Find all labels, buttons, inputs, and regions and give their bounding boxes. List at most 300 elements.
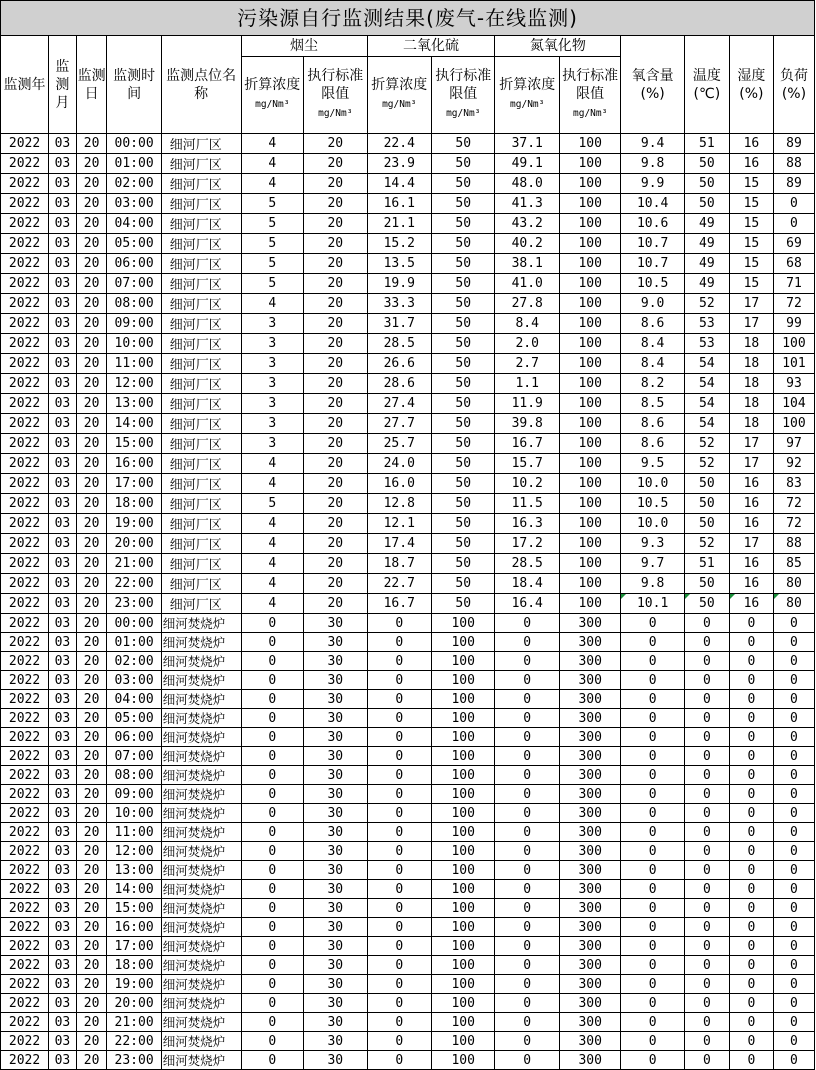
cell-time: 18:00 (107, 494, 161, 514)
cell-day: 20 (76, 574, 107, 594)
cell-day: 20 (76, 594, 107, 614)
cell-load: 0 (773, 652, 814, 671)
cell-nox-limit: 100 (559, 134, 620, 154)
header-load: 负荷(%) (773, 36, 814, 134)
cell-year: 2022 (1, 823, 49, 842)
table-row (1, 728, 815, 747)
cell-time: 12:00 (107, 374, 161, 394)
cell-so2-limit: 50 (432, 274, 495, 294)
cell-load: 89 (773, 174, 814, 194)
cell-load: 0 (773, 214, 814, 234)
cell-site: 细河厂区 (161, 214, 241, 234)
cell-year: 2022 (1, 994, 49, 1013)
cell-nox-limit: 100 (559, 434, 620, 454)
cell-humidity: 0 (729, 994, 773, 1013)
cell-dust-conc: 5 (241, 234, 303, 254)
cell-site: 细河焚烧炉 (161, 1032, 241, 1051)
cell-dust-limit: 30 (304, 1032, 367, 1051)
cell-nox-limit: 100 (559, 294, 620, 314)
cell-dust-limit: 20 (304, 294, 367, 314)
unit-label: mg/Nm³ (255, 99, 290, 110)
cell-load: 0 (773, 918, 814, 937)
cell-nox-conc: 11.9 (495, 394, 560, 414)
cell-nox-limit: 100 (559, 234, 620, 254)
table-row (1, 574, 815, 594)
cell-nox-limit: 100 (559, 314, 620, 334)
table-row (1, 154, 815, 174)
cell-load: 104 (773, 394, 814, 414)
cell-dust-conc: 4 (241, 594, 303, 614)
cell-nox-conc: 0 (495, 918, 560, 937)
table-row (1, 709, 815, 728)
cell-so2-conc: 0 (367, 633, 432, 652)
cell-site: 细河厂区 (161, 254, 241, 274)
cell-so2-limit: 50 (432, 194, 495, 214)
cell-time: 03:00 (107, 671, 161, 690)
cell-time: 11:00 (107, 823, 161, 842)
cell-month: 03 (49, 1032, 77, 1051)
cell-nox-conc: 48.0 (495, 174, 560, 194)
cell-o2: 9.0 (621, 294, 684, 314)
table-row (1, 766, 815, 785)
cell-site: 细河厂区 (161, 414, 241, 434)
cell-year: 2022 (1, 394, 49, 414)
cell-nox-limit: 300 (559, 728, 620, 747)
cell-so2-limit: 100 (432, 747, 495, 766)
cell-so2-limit: 100 (432, 918, 495, 937)
cell-nox-limit: 100 (559, 214, 620, 234)
table-row (1, 354, 815, 374)
cell-time: 13:00 (107, 861, 161, 880)
cell-nox-limit: 300 (559, 937, 620, 956)
cell-day: 20 (76, 334, 107, 354)
header-dust-limit (304, 57, 367, 134)
cell-so2-conc: 12.8 (367, 494, 432, 514)
cell-dust-conc: 0 (241, 766, 303, 785)
cell-so2-limit: 50 (432, 434, 495, 454)
cell-month: 03 (49, 334, 77, 354)
cell-temp: 50 (684, 154, 729, 174)
cell-site: 细河厂区 (161, 434, 241, 454)
cell-site: 细河焚烧炉 (161, 861, 241, 880)
table-row (1, 514, 815, 534)
cell-dust-conc: 3 (241, 414, 303, 434)
table-row (1, 918, 815, 937)
cell-load: 97 (773, 434, 814, 454)
cell-nox-limit: 100 (559, 414, 620, 434)
cell-o2: 0 (621, 633, 684, 652)
cell-so2-conc: 0 (367, 614, 432, 633)
cell-nox-conc: 0 (495, 1051, 560, 1070)
cell-so2-limit: 50 (432, 494, 495, 514)
cell-site: 细河焚烧炉 (161, 956, 241, 975)
cell-dust-limit: 30 (304, 747, 367, 766)
cell-humidity: 0 (729, 823, 773, 842)
cell-year: 2022 (1, 804, 49, 823)
cell-site: 细河厂区 (161, 454, 241, 474)
cell-site: 细河厂区 (161, 554, 241, 574)
cell-humidity: 0 (729, 899, 773, 918)
cell-day: 20 (76, 899, 107, 918)
cell-month: 03 (49, 194, 77, 214)
cell-year: 2022 (1, 937, 49, 956)
cell-site: 细河焚烧炉 (161, 766, 241, 785)
cell-day: 20 (76, 937, 107, 956)
table-row (1, 842, 815, 861)
cell-month: 03 (49, 861, 77, 880)
cell-time: 14:00 (107, 880, 161, 899)
cell-nox-conc: 0 (495, 1013, 560, 1032)
cell-so2-conc: 31.7 (367, 314, 432, 334)
cell-humidity: 17 (729, 314, 773, 334)
cell-load: 0 (773, 614, 814, 633)
cell-time: 17:00 (107, 937, 161, 956)
cell-nox-limit: 100 (559, 534, 620, 554)
unit-label: mg/Nm³ (318, 108, 353, 119)
cell-year: 2022 (1, 534, 49, 554)
cell-nox-conc: 0 (495, 633, 560, 652)
cell-temp: 0 (684, 1032, 729, 1051)
cell-dust-conc: 0 (241, 1032, 303, 1051)
cell-humidity: 0 (729, 861, 773, 880)
cell-site: 细河厂区 (161, 594, 241, 614)
cell-dust-limit: 20 (304, 534, 367, 554)
cell-temp: 0 (684, 994, 729, 1013)
cell-year: 2022 (1, 194, 49, 214)
cell-day: 20 (76, 690, 107, 709)
table-row (1, 823, 815, 842)
cell-humidity: 0 (729, 880, 773, 899)
cell-load: 88 (773, 534, 814, 554)
cell-so2-conc: 16.1 (367, 194, 432, 214)
cell-dust-limit: 20 (304, 454, 367, 474)
cell-year: 2022 (1, 690, 49, 709)
cell-month: 03 (49, 554, 77, 574)
cell-year: 2022 (1, 633, 49, 652)
cell-load: 0 (773, 842, 814, 861)
cell-temp: 50 (684, 594, 729, 614)
cell-month: 03 (49, 633, 77, 652)
cell-dust-limit: 30 (304, 690, 367, 709)
cell-so2-conc: 14.4 (367, 174, 432, 194)
cell-so2-conc: 25.7 (367, 434, 432, 454)
cell-o2: 0 (621, 652, 684, 671)
cell-dust-conc: 5 (241, 494, 303, 514)
cell-so2-limit: 100 (432, 728, 495, 747)
cell-time: 22:00 (107, 1032, 161, 1051)
cell-temp: 0 (684, 861, 729, 880)
cell-humidity: 0 (729, 1032, 773, 1051)
cell-dust-limit: 30 (304, 671, 367, 690)
cell-dust-conc: 0 (241, 823, 303, 842)
cell-dust-conc: 0 (241, 614, 303, 633)
cell-dust-limit: 20 (304, 374, 367, 394)
cell-load: 0 (773, 899, 814, 918)
table-row (1, 194, 815, 214)
cell-temp: 0 (684, 937, 729, 956)
cell-load: 0 (773, 747, 814, 766)
header-group-so2: 二氧化硫 (367, 36, 495, 57)
cell-site: 细河焚烧炉 (161, 918, 241, 937)
cell-so2-conc: 0 (367, 899, 432, 918)
cell-o2: 10.6 (621, 214, 684, 234)
cell-nox-limit: 100 (559, 554, 620, 574)
table-row (1, 956, 815, 975)
cell-time: 16:00 (107, 454, 161, 474)
cell-temp: 0 (684, 804, 729, 823)
table-row (1, 1032, 815, 1051)
cell-humidity: 18 (729, 394, 773, 414)
cell-so2-limit: 50 (432, 474, 495, 494)
cell-time: 01:00 (107, 633, 161, 652)
cell-dust-limit: 30 (304, 880, 367, 899)
cell-humidity: 16 (729, 514, 773, 534)
cell-dust-limit: 20 (304, 274, 367, 294)
cell-o2: 10.4 (621, 194, 684, 214)
cell-time: 19:00 (107, 975, 161, 994)
cell-nox-limit: 300 (559, 652, 620, 671)
table-row (1, 314, 815, 334)
cell-o2: 8.4 (621, 334, 684, 354)
cell-so2-limit: 50 (432, 354, 495, 374)
cell-humidity: 0 (729, 766, 773, 785)
cell-so2-limit: 100 (432, 956, 495, 975)
cell-humidity: 16 (729, 474, 773, 494)
cell-dust-conc: 0 (241, 633, 303, 652)
cell-day: 20 (76, 274, 107, 294)
table-row (1, 474, 815, 494)
cell-humidity: 16 (729, 134, 773, 154)
cell-so2-conc: 21.1 (367, 214, 432, 234)
cell-site: 细河厂区 (161, 314, 241, 334)
cell-dust-limit: 20 (304, 594, 367, 614)
cell-dust-limit: 30 (304, 804, 367, 823)
cell-o2: 10.5 (621, 494, 684, 514)
conc-label: 折算浓度 (499, 77, 556, 93)
cell-time: 23:00 (107, 1051, 161, 1070)
cell-year: 2022 (1, 1032, 49, 1051)
cell-nox-limit: 300 (559, 785, 620, 804)
cell-o2: 10.0 (621, 514, 684, 534)
table-header (1, 36, 815, 134)
cell-day: 20 (76, 134, 107, 154)
cell-dust-conc: 0 (241, 956, 303, 975)
cell-day: 20 (76, 174, 107, 194)
cell-time: 13:00 (107, 394, 161, 414)
cell-humidity: 16 (729, 494, 773, 514)
cell-nox-conc: 49.1 (495, 154, 560, 174)
cell-nox-conc: 0 (495, 690, 560, 709)
cell-temp: 0 (684, 690, 729, 709)
cell-dust-conc: 0 (241, 785, 303, 804)
cell-year: 2022 (1, 747, 49, 766)
cell-so2-limit: 100 (432, 842, 495, 861)
cell-day: 20 (76, 394, 107, 414)
cell-dust-limit: 20 (304, 214, 367, 234)
cell-nox-conc: 0 (495, 785, 560, 804)
cell-nox-conc: 0 (495, 1032, 560, 1051)
cell-nox-limit: 300 (559, 842, 620, 861)
cell-o2: 0 (621, 994, 684, 1013)
table-row (1, 134, 815, 154)
header-time: 监测时间 (107, 36, 161, 134)
cell-dust-conc: 3 (241, 374, 303, 394)
cell-site: 细河焚烧炉 (161, 804, 241, 823)
cell-load: 72 (773, 294, 814, 314)
cell-site: 细河厂区 (161, 154, 241, 174)
cell-load: 0 (773, 1013, 814, 1032)
cell-site: 细河厂区 (161, 534, 241, 554)
cell-humidity: 0 (729, 728, 773, 747)
cell-so2-limit: 100 (432, 1051, 495, 1070)
table-row (1, 1051, 815, 1070)
cell-month: 03 (49, 652, 77, 671)
cell-load: 0 (773, 994, 814, 1013)
cell-year: 2022 (1, 861, 49, 880)
cell-nox-limit: 300 (559, 804, 620, 823)
cell-nox-limit: 300 (559, 633, 620, 652)
cell-nox-limit: 100 (559, 394, 620, 414)
cell-dust-limit: 20 (304, 414, 367, 434)
cell-day: 20 (76, 1051, 107, 1070)
cell-time: 07:00 (107, 274, 161, 294)
cell-time: 18:00 (107, 956, 161, 975)
cell-month: 03 (49, 254, 77, 274)
cell-day: 20 (76, 374, 107, 394)
cell-time: 00:00 (107, 614, 161, 633)
cell-month: 03 (49, 975, 77, 994)
table-row (1, 294, 815, 314)
cell-dust-conc: 0 (241, 861, 303, 880)
cell-time: 16:00 (107, 918, 161, 937)
cell-load: 0 (773, 690, 814, 709)
cell-humidity: 16 (729, 554, 773, 574)
cell-humidity: 0 (729, 690, 773, 709)
cell-dust-limit: 30 (304, 994, 367, 1013)
cell-so2-limit: 50 (432, 334, 495, 354)
cell-day: 20 (76, 671, 107, 690)
cell-so2-conc: 0 (367, 652, 432, 671)
cell-site: 细河焚烧炉 (161, 842, 241, 861)
unit-label: mg/Nm³ (382, 99, 417, 110)
cell-time: 09:00 (107, 785, 161, 804)
cell-year: 2022 (1, 785, 49, 804)
cell-o2: 0 (621, 1013, 684, 1032)
cell-humidity: 17 (729, 434, 773, 454)
header-o2: 氧含量(%) (621, 36, 684, 134)
cell-o2: 0 (621, 861, 684, 880)
cell-site: 细河厂区 (161, 174, 241, 194)
cell-so2-limit: 100 (432, 785, 495, 804)
cell-o2: 0 (621, 975, 684, 994)
cell-site: 细河焚烧炉 (161, 823, 241, 842)
cell-year: 2022 (1, 374, 49, 394)
cell-o2: 0 (621, 709, 684, 728)
cell-humidity: 18 (729, 354, 773, 374)
cell-month: 03 (49, 534, 77, 554)
cell-dust-conc: 0 (241, 804, 303, 823)
cell-month: 03 (49, 1051, 77, 1070)
cell-temp: 0 (684, 671, 729, 690)
cell-o2: 0 (621, 880, 684, 899)
cell-so2-conc: 22.4 (367, 134, 432, 154)
cell-day: 20 (76, 785, 107, 804)
cell-load: 0 (773, 804, 814, 823)
cell-day: 20 (76, 709, 107, 728)
cell-day: 20 (76, 294, 107, 314)
cell-site: 细河焚烧炉 (161, 652, 241, 671)
cell-site: 细河焚烧炉 (161, 728, 241, 747)
cell-temp: 0 (684, 766, 729, 785)
cell-site: 细河焚烧炉 (161, 690, 241, 709)
cell-month: 03 (49, 174, 77, 194)
cell-day: 20 (76, 194, 107, 214)
table-row (1, 937, 815, 956)
cell-year: 2022 (1, 1013, 49, 1032)
cell-humidity: 18 (729, 334, 773, 354)
cell-nox-conc: 27.8 (495, 294, 560, 314)
cell-o2: 0 (621, 842, 684, 861)
cell-month: 03 (49, 274, 77, 294)
cell-load: 85 (773, 554, 814, 574)
cell-year: 2022 (1, 474, 49, 494)
table-row (1, 671, 815, 690)
cell-day: 20 (76, 633, 107, 652)
cell-dust-conc: 3 (241, 354, 303, 374)
table-row (1, 975, 815, 994)
cell-load: 80 (773, 574, 814, 594)
cell-nox-conc: 16.3 (495, 514, 560, 534)
table-row (1, 554, 815, 574)
cell-year: 2022 (1, 574, 49, 594)
cell-so2-limit: 50 (432, 454, 495, 474)
cell-nox-conc: 0 (495, 709, 560, 728)
header-dust-conc (241, 57, 303, 134)
cell-site: 细河厂区 (161, 574, 241, 594)
cell-so2-conc: 22.7 (367, 574, 432, 594)
table-row (1, 414, 815, 434)
cell-dust-conc: 0 (241, 690, 303, 709)
cell-dust-conc: 4 (241, 474, 303, 494)
cell-so2-conc: 0 (367, 671, 432, 690)
table-body (1, 134, 815, 1070)
cell-temp: 54 (684, 374, 729, 394)
cell-temp: 49 (684, 214, 729, 234)
table-row (1, 994, 815, 1013)
cell-nox-limit: 300 (559, 956, 620, 975)
cell-day: 20 (76, 956, 107, 975)
cell-time: 06:00 (107, 254, 161, 274)
cell-time: 17:00 (107, 474, 161, 494)
cell-so2-limit: 50 (432, 534, 495, 554)
cell-day: 20 (76, 514, 107, 534)
cell-day: 20 (76, 994, 107, 1013)
cell-load: 72 (773, 514, 814, 534)
cell-nox-conc: 0 (495, 671, 560, 690)
cell-day: 20 (76, 434, 107, 454)
cell-temp: 0 (684, 918, 729, 937)
cell-load: 0 (773, 194, 814, 214)
cell-dust-limit: 20 (304, 574, 367, 594)
cell-temp: 0 (684, 1013, 729, 1032)
cell-humidity: 0 (729, 671, 773, 690)
cell-time: 02:00 (107, 652, 161, 671)
cell-o2: 0 (621, 804, 684, 823)
cell-humidity: 17 (729, 534, 773, 554)
table-row (1, 785, 815, 804)
cell-temp: 0 (684, 652, 729, 671)
cell-so2-limit: 100 (432, 861, 495, 880)
